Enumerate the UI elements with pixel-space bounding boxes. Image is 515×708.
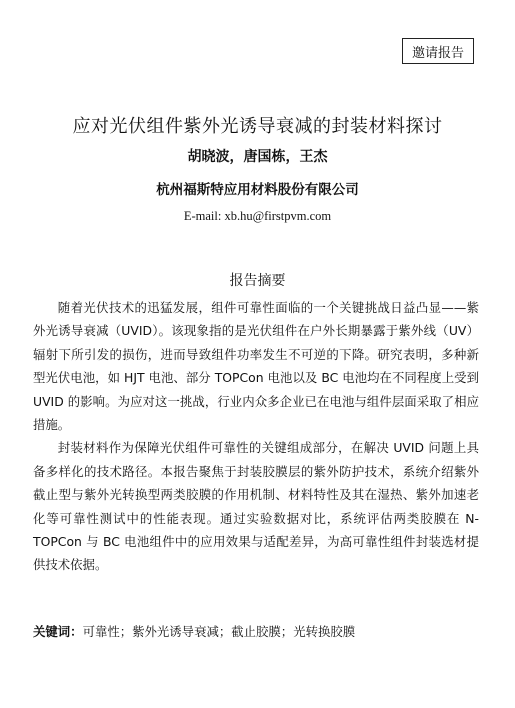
abstract-paragraph: 随着光伏技术的迅猛发展，组件可靠性面临的一个关键挑战日益凸显——紫外光诱导衰减（UVID）。该现象指的是光伏组件在户外长期暴露于紫外线（UV）辐射下所引发的损伤，进而导致组件功率发生不可逆的下降。研究表明，多种新型光伏电池，如 HJT 电池、部分 TOPCon 电池以及 BC 电池均在不同程度上受到 UVID 的影响。为应对这一挑战，行业内众多企业已在电池与组件层面采取了相应措施。 — [33, 300, 479, 433]
abstract-heading: 报告摘要 — [229, 273, 286, 289]
abstract-body — [33, 296, 479, 577]
invited-report-badge: 邀请报告 — [402, 38, 474, 64]
keywords-text: 可靠性；紫外光诱导衰减；截止胶膜；光转换胶膜 — [82, 624, 356, 639]
author-list: 胡晓波，唐国栋，王杰 — [187, 149, 328, 165]
keywords-line — [33, 622, 479, 640]
keywords-label: 关键词： — [33, 624, 83, 639]
contact-email: E-mail: xb.hu@firstpvm.com — [183, 209, 332, 223]
affiliation: 杭州福斯特应用材料股份有限公司 — [156, 182, 359, 198]
abstract-paragraph: 封装材料作为保障光伏组件可靠性的关键组成部分，在解决 UVID 问题上具备多样化的技术路径。本报告聚焦于封装胶膜层的紫外防护技术，系统介绍紫外截止型与紫外光转换型两类胶膜的作用机制、材料特性及其在湿热、紫外加速老化等可靠性测试中的性能表现。通过实验数据对比，系统评估两类胶膜在 N-TOPCon 与 BC 电池组件中的应用效果与适配差异，为高可靠性组件封装选材提供技术依据。 — [33, 440, 479, 573]
paper-title: 应对光伏组件紫外光诱导衰减的封装材料探讨 — [72, 116, 443, 137]
